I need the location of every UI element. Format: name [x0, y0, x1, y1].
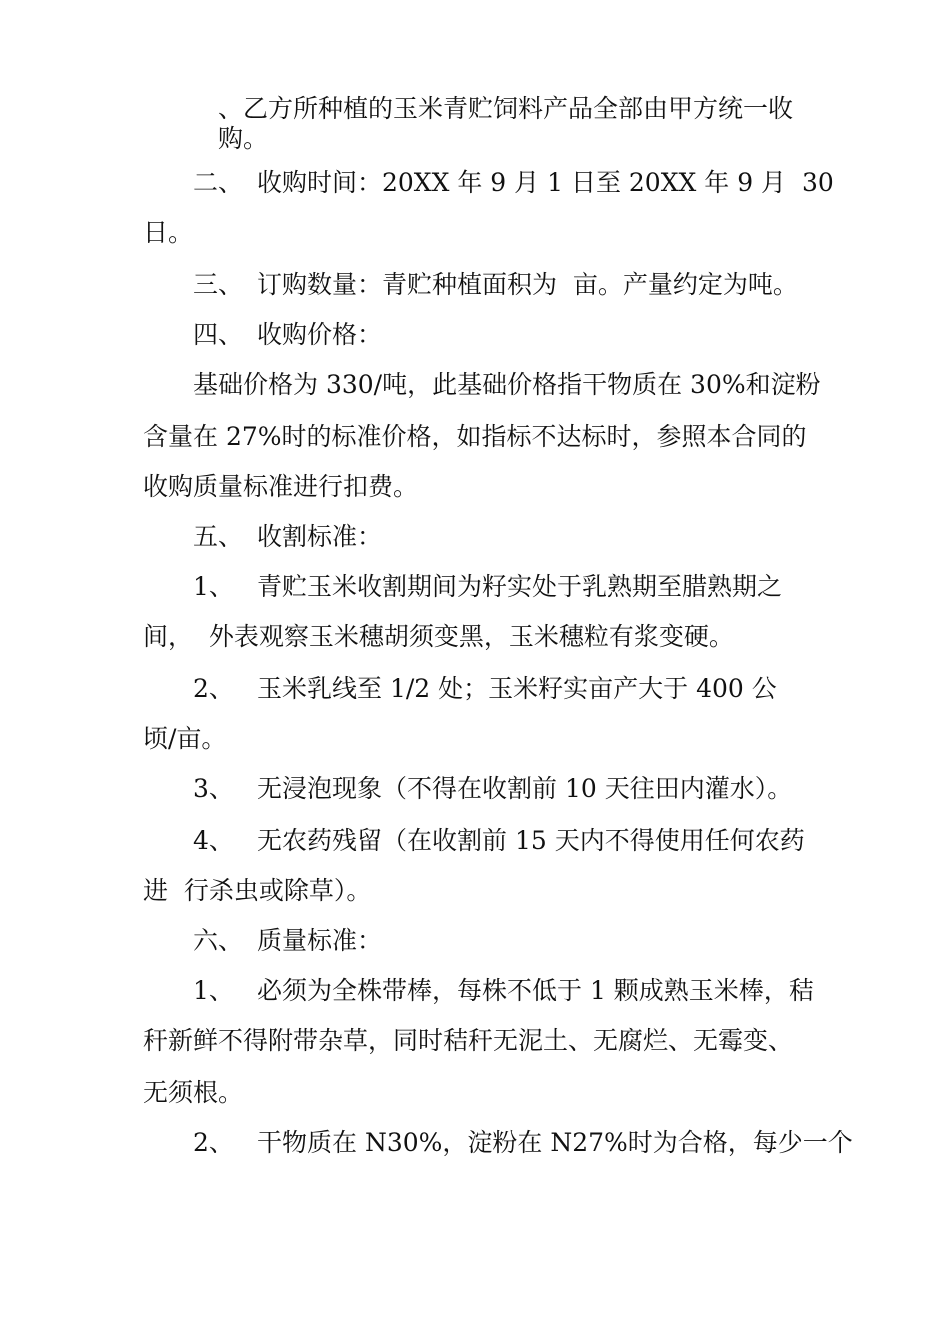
section-number: 五、: [193, 522, 244, 551]
section-title: 收购时间：20XX 年 9 月 1 日至 20XX 年 9 月 30: [257, 168, 834, 197]
item-text: 无农药残留（在收割前 15 天内不得使用任何农药: [257, 826, 805, 855]
paragraph-line: 日。: [143, 218, 194, 247]
section-number: 四、: [193, 320, 244, 349]
section-title: 订购数量：青贮种植面积为 亩。产量约定为吨。: [257, 270, 798, 299]
item-text: 青贮玉米收割期间为籽实处于乳熟期至腊熟期之: [257, 572, 783, 601]
paragraph-line: 秆新鲜不得附带杂草，同时秸秆无泥土、无腐烂、无霉变、: [143, 1026, 794, 1055]
section-number: 二、: [193, 168, 244, 197]
paragraph-line: 顷/亩。: [143, 724, 227, 753]
paragraph-line: 间， 外表观察玉米穗胡须变黑，玉米穗粒有浆变硬。: [143, 622, 734, 651]
paragraph-line: 、乙方所种植的玉米青贮饲料产品全部由甲方统一收: [218, 94, 794, 123]
item-number: 2、: [193, 1128, 234, 1157]
paragraph-line: 含量在 27%时的标准价格，如指标不达标时，参照本合同的: [143, 422, 807, 451]
item-number: 1、: [193, 572, 234, 601]
section-number: 六、: [193, 926, 244, 955]
item-number: 1、: [193, 976, 234, 1005]
item-number: 4、: [193, 826, 234, 855]
paragraph-line: 进 行杀虫或除草）。: [143, 876, 372, 905]
section-title: 收购价格：: [257, 320, 383, 349]
section-title: 质量标准：: [257, 926, 383, 955]
paragraph-line: 基础价格为 330/吨，此基础价格指干物质在 30%和淀粉: [193, 370, 821, 399]
item-text: 无浸泡现象（不得在收割前 10 天往田内灌水）。: [257, 774, 793, 803]
section-number: 三、: [193, 270, 244, 299]
item-text: 必须为全株带棒，每株不低于 1 颗成熟玉米棒，秸: [257, 976, 814, 1005]
item-text: 干物质在 N30%，淀粉在 N27%时为合格，每少一个: [257, 1128, 853, 1157]
item-number: 2、: [193, 674, 234, 703]
paragraph-line: 收购质量标准进行扣费。: [143, 472, 419, 501]
item-text: 玉米乳线至 1/2 处；玉米籽实亩产大于 400 公: [257, 674, 777, 703]
paragraph-line: 购。: [218, 124, 269, 153]
item-number: 3、: [193, 774, 234, 803]
section-title: 收割标准：: [257, 522, 383, 551]
paragraph-line: 无须根。: [143, 1078, 244, 1107]
